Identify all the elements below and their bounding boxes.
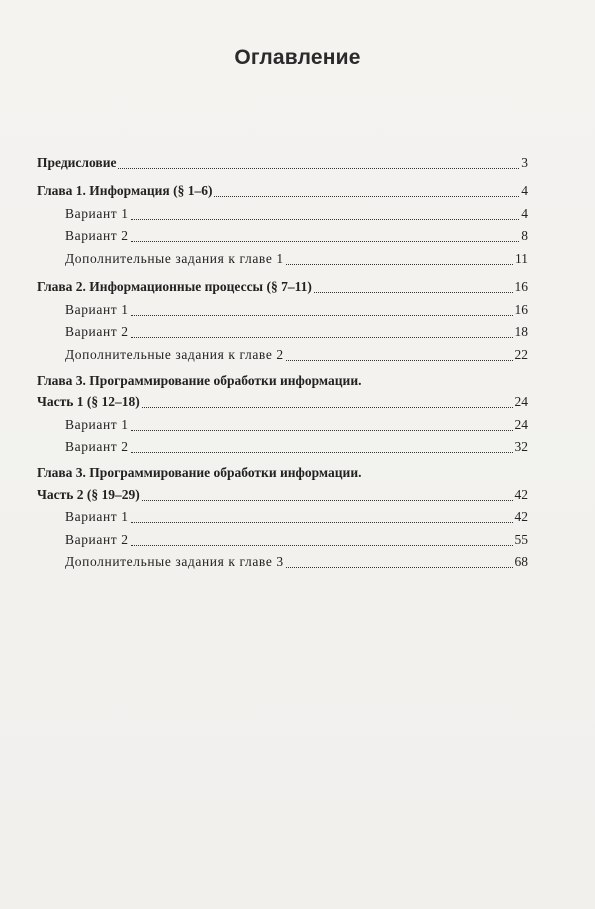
toc-entry-ch2-variant-1[interactable] [37, 297, 528, 320]
toc-page-number: 4 [521, 183, 528, 198]
toc-entry-label: Вариант 2 [65, 324, 129, 339]
toc-page-number: 24 [514, 416, 528, 432]
toc-entry-preface[interactable] [37, 150, 528, 173]
toc-entry-label: Вариант 1 [65, 416, 129, 432]
toc-entry-ch1-extra-tasks[interactable] [37, 246, 528, 269]
toc-chapter-3-heading: Глава 3. Программирование обработки информации. [37, 465, 362, 480]
toc-entry-label: Дополнительные задания к главе 1 [65, 250, 284, 266]
toc-page-number: 11 [515, 250, 528, 266]
page-title: Оглавление [234, 46, 361, 69]
toc-entry-label: Вариант 1 [65, 509, 129, 524]
toc-entry-ch3a-variant-2[interactable] [37, 435, 528, 458]
toc-page-number: 24 [514, 394, 528, 409]
toc-page-number: 68 [514, 554, 528, 569]
toc-entry-ch1-variant-2[interactable] [37, 224, 528, 247]
dot-leader [286, 249, 513, 269]
dot-leader [131, 415, 513, 435]
toc-page-number: 16 [514, 301, 528, 317]
toc-entry-label: Часть 2 (§ 19–29) [37, 486, 140, 502]
toc-page-number: 8 [521, 228, 528, 243]
dot-leader [131, 530, 513, 550]
toc-entry-label: Вариант 2 [65, 439, 129, 454]
dot-leader [142, 392, 513, 412]
toc-entry-label: Дополнительные задания к главе 2 [65, 346, 284, 362]
toc-entry-label: Предисловие [37, 154, 117, 170]
toc-entry-ch3a-variant-1[interactable] [37, 412, 528, 435]
toc-entry-chapter-3-part-2[interactable] [37, 482, 528, 505]
toc-page-number: 22 [514, 346, 528, 362]
dot-leader [131, 437, 513, 457]
toc-entry-label: Дополнительные задания к главе 3 [65, 554, 284, 569]
toc-entry-chapter-1[interactable] [37, 179, 528, 202]
toc-entry-ch3b-extra-tasks[interactable] [37, 550, 528, 573]
dot-leader [131, 300, 513, 320]
toc-entry-chapter-2[interactable] [37, 275, 528, 298]
toc-entry-label: Часть 1 (§ 12–18) [37, 394, 140, 409]
toc-entry-ch3b-variant-1[interactable] [37, 505, 528, 528]
toc-page-number: 18 [514, 324, 528, 339]
toc-chapter-3-heading: Глава 3. Программирование обработки информации. [37, 372, 362, 388]
toc-entry-ch1-variant-1[interactable] [37, 201, 528, 224]
toc-entry-chapter-3-part-1[interactable] [37, 390, 528, 413]
dot-leader [214, 181, 519, 201]
toc-page-number: 16 [514, 279, 528, 294]
toc-entry-label: Вариант 2 [65, 531, 129, 547]
dot-leader [142, 485, 513, 505]
dot-leader [118, 153, 519, 173]
toc-entry-ch3b-variant-2[interactable] [37, 527, 528, 550]
dot-leader [286, 552, 513, 572]
table-of-contents [37, 150, 528, 572]
toc-page-number: 55 [514, 531, 528, 547]
toc-entry-label: Глава 1. Информация (§ 1–6) [37, 183, 213, 198]
toc-page-number: 42 [514, 509, 528, 524]
toc-page-number: 4 [521, 205, 528, 221]
toc-page-number: 3 [521, 154, 528, 170]
toc-entry-ch2-extra-tasks[interactable] [37, 342, 528, 365]
toc-entry-label: Глава 2. Информационные процессы (§ 7–11) [37, 279, 312, 294]
toc-page-number: 42 [514, 486, 528, 502]
toc-page-number: 32 [514, 439, 528, 454]
toc-entry-label: Вариант 1 [65, 301, 129, 317]
toc-entry-label: Вариант 1 [65, 205, 129, 221]
toc-entry-label: Вариант 2 [65, 228, 129, 243]
dot-leader [131, 226, 520, 246]
dot-leader [131, 204, 520, 224]
dot-leader [314, 277, 513, 297]
dot-leader [131, 507, 513, 527]
toc-entry-ch2-variant-2[interactable] [37, 320, 528, 343]
dot-leader [286, 345, 513, 365]
dot-leader [131, 322, 513, 342]
